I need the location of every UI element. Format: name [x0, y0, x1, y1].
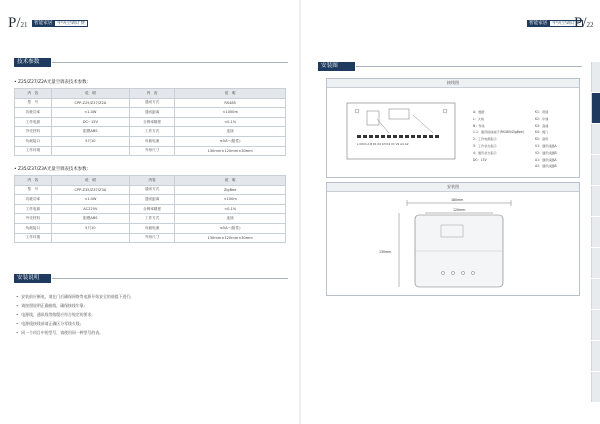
section-install-notes: 安装说明 [14, 274, 51, 283]
table-cell: <1.0W [51, 195, 129, 205]
table-cell: 通讯距离 [129, 195, 174, 205]
wiring-legend-left [473, 109, 524, 163]
side-tab[interactable] [591, 279, 600, 309]
divider [356, 66, 582, 67]
table-cell: 阻燃ABS [51, 127, 129, 137]
table-cell: DC~15V [51, 117, 129, 127]
table-row [15, 223, 286, 233]
table-cell [51, 146, 129, 156]
table-row [15, 214, 286, 224]
install-note: • 同一个项目中的型号，请使用同一种型号的表。 [16, 330, 132, 339]
legend-item: A2：通讯线路B [535, 164, 557, 169]
install-notes-list [16, 294, 132, 339]
table-row [15, 146, 286, 156]
install-note: • 电源线，通讯线等线缆应符合规定的要求; [16, 312, 132, 321]
table-header-cell: 说 明 [175, 176, 286, 186]
side-tab[interactable] [591, 217, 600, 247]
table-header-cell: 说 明 [51, 89, 129, 99]
table-row [15, 195, 286, 205]
table-cell: 5只10 [51, 136, 129, 146]
side-tab[interactable] [591, 155, 600, 185]
legend-item: K4：阀门 [535, 130, 549, 135]
table-cell: 外壳材料 [15, 127, 52, 137]
legend-item: K1：低速 [535, 110, 549, 114]
terminal-labels: L N DC A B K1 K2 K3 K4 V1 V2 A1 A2 [357, 142, 409, 146]
table-header-cell: 说 明 [175, 89, 286, 99]
divider [52, 278, 288, 279]
page-number: P/22 [574, 15, 594, 31]
legend-item: A：数据 [473, 110, 485, 114]
install-note: • 安装前应断电，请在门后确保网络等电源开始安全的前提下进行; [16, 294, 132, 303]
legend-item: K3：高速 [535, 123, 549, 128]
spec-table-1 [14, 88, 286, 156]
legend-item: N：零线 [473, 123, 485, 128]
header-tag: 智能家居 中央空调计费 [527, 20, 583, 27]
legend-item: A1：通讯线路A [535, 157, 557, 162]
table-row [15, 117, 286, 127]
table-cell [51, 233, 129, 243]
dim-width-outer: 180mm [451, 198, 464, 202]
figure-title: 安装图 [327, 183, 579, 192]
side-tab[interactable] [591, 124, 600, 154]
table-row [15, 98, 286, 108]
table-cell: 阻燃ABS [51, 214, 129, 224]
table-cell: ZigBee [175, 185, 286, 195]
table-cell: 连续 [175, 127, 286, 137]
table-row [15, 233, 286, 243]
legend-item: K2：中速 [535, 116, 549, 121]
table2-title: • Z35/Z37/Z3A光量空调表技术参数: [14, 167, 88, 172]
table-cell: 负载电流 [129, 136, 174, 146]
table-cell: 外壳材料 [15, 214, 52, 224]
table-header-cell: 内 容 [15, 89, 52, 99]
table-cell: ≤5A~(阻性) [175, 223, 286, 233]
side-tab[interactable] [591, 186, 600, 216]
install-note: • 电源线接线前请正确区分零线火线; [16, 321, 132, 330]
table-cell: 通讯距离 [129, 108, 174, 118]
table-cell: 型 号 [15, 185, 52, 195]
legend-item: 3：工作状态指示 [473, 143, 497, 148]
table-cell: 工作环境 [15, 146, 52, 156]
dim-width-inner: 120mm [453, 208, 466, 212]
table-header-cell: 内 容 [129, 89, 174, 99]
table-cell: 工作电源 [15, 204, 52, 214]
side-tab[interactable] [591, 248, 600, 278]
side-tab[interactable] [591, 62, 600, 92]
wiring-figure [326, 78, 580, 178]
table-header-cell: 内 容 [15, 176, 52, 186]
table-row [15, 108, 286, 118]
table-cell: 连续 [175, 214, 286, 224]
table-row [15, 185, 286, 195]
table-header-cell: 内容 [129, 176, 174, 186]
table1-title: • Z25/Z27/Z2A光量空调表技术参数: [14, 80, 88, 85]
table-cell: 工作方式 [129, 127, 174, 137]
table-cell: 130mm×120mm×30mm [175, 233, 286, 243]
table-cell: 工作环境 [15, 233, 52, 243]
spec-table-2 [14, 175, 286, 243]
table-cell: 5只10 [51, 223, 129, 233]
legend-item: K5：备用 [535, 137, 549, 142]
section-diagram: 安装图 [318, 62, 355, 71]
table-cell: 负载接口 [15, 223, 52, 233]
table-cell: <0.1% [175, 117, 286, 127]
table-row [15, 204, 286, 214]
table-cell: 外形尺寸 [129, 146, 174, 156]
install-dimension-diagram [327, 191, 579, 295]
figure-title: 接线图 [327, 79, 579, 88]
wiring-legend-right [535, 109, 557, 170]
table-cell: <0.1% [175, 204, 286, 214]
table-cell: 分辨率精度 [129, 117, 174, 127]
table-cell: 功耗功率 [15, 195, 52, 205]
table-cell: <1.0W [51, 108, 129, 118]
side-tabs [591, 62, 600, 403]
divider [52, 62, 288, 63]
table-cell: 负载电流 [129, 223, 174, 233]
section-tech-params: 技术参数 [14, 58, 51, 67]
table-cell: 工作方式 [129, 214, 174, 224]
table-cell: RS485 [175, 98, 286, 108]
table-cell: 外形尺寸 [129, 233, 174, 243]
legend-item: L：火线 [473, 116, 485, 121]
table-cell: 通讯方式 [129, 98, 174, 108]
side-tab[interactable] [591, 341, 600, 371]
table-cell: 分辨率精度 [129, 204, 174, 214]
table-cell: AC220V [51, 204, 129, 214]
page-number: P/21 [8, 15, 28, 31]
table-header-cell: 说 明 [51, 176, 129, 186]
side-tab[interactable] [591, 372, 600, 402]
table-cell: CPP-Z25/Z27/Z2A [51, 98, 129, 108]
legend-item: V1：通讯线路A [535, 143, 557, 148]
install-figure [326, 182, 580, 296]
side-tab-active[interactable] [591, 93, 600, 123]
header-tag: 智能家居 中央空调计费 [32, 20, 88, 27]
table-row [15, 127, 286, 137]
table-cell: ≤5A~(阻性) [175, 136, 286, 146]
table-cell: 负载接口 [15, 136, 52, 146]
install-note: • 请按照说明正确接线，确保接线牢靠; [16, 303, 132, 312]
legend-item: 1.1：通讯接线端子(RS485/ZigBee) [473, 130, 524, 135]
table-cell: <100m [175, 195, 286, 205]
table-row [15, 136, 286, 146]
table-cell: <1000m [175, 108, 286, 118]
book-spine [299, 0, 301, 424]
table-cell: CPP-Z35/Z37/Z3A [51, 185, 129, 195]
table-cell: 工作电源 [15, 117, 52, 127]
legend-item: V2：通讯线路B [535, 150, 557, 155]
side-tab[interactable] [591, 310, 600, 340]
table-cell: 型 号 [15, 98, 52, 108]
legend-item: DC：15V [473, 157, 487, 162]
legend-item: 2：工作电源指示 [473, 137, 497, 142]
legend-item: 4：通讯状态指示 [473, 150, 497, 155]
table-cell: 功耗功率 [15, 108, 52, 118]
table-cell: 130mm×120mm×30mm [175, 146, 286, 156]
dim-height: 130mm [379, 250, 392, 254]
table-cell: 通讯方式 [129, 185, 174, 195]
